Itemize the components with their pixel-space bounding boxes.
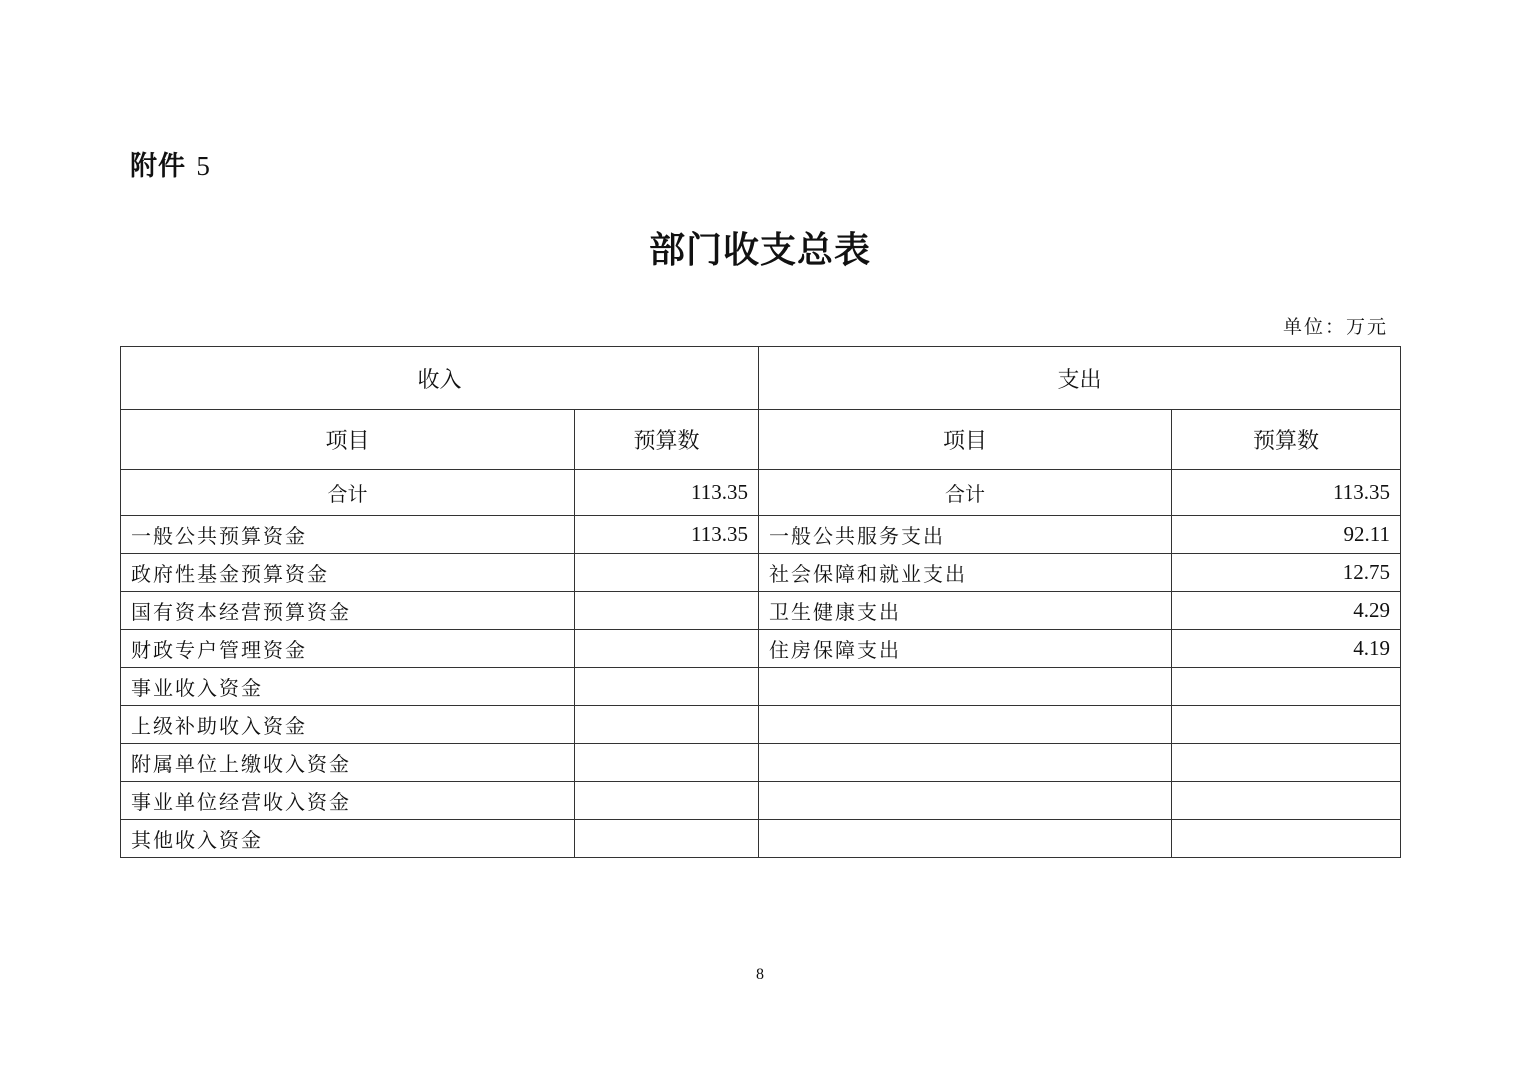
income-item-cell: 附属单位上缴收入资金: [121, 744, 575, 782]
page-title: 部门收支总表: [648, 229, 871, 271]
income-header: 收入: [121, 347, 759, 410]
expense-total-label: 合计: [759, 470, 1172, 516]
income-value-cell: [575, 592, 759, 630]
income-item-cell: 一般公共预算资金: [121, 516, 575, 554]
income-item-cell: 事业单位经营收入资金: [121, 782, 575, 820]
expense-item-cell: 一般公共服务支出: [759, 516, 1172, 554]
expense-header: 支出: [759, 347, 1401, 410]
expense-value-cell: [1172, 820, 1401, 858]
header-row-sections: [121, 347, 1401, 410]
page-number: 8: [756, 966, 764, 983]
income-value-cell: [575, 744, 759, 782]
income-value-cell: [575, 782, 759, 820]
income-item-cell: 国有资本经营预算资金: [121, 592, 575, 630]
table-row: [121, 668, 1401, 706]
expense-value-cell: 4.29: [1172, 592, 1401, 630]
total-row: [121, 470, 1401, 516]
income-item-header: 项目: [121, 410, 575, 470]
unit-label: 单位：万元: [1282, 316, 1388, 338]
header-row-columns: [121, 410, 1401, 470]
income-item-cell: 上级补助收入资金: [121, 706, 575, 744]
income-item-cell: 其他收入资金: [121, 820, 575, 858]
income-item-cell: 财政专户管理资金: [121, 630, 575, 668]
income-value-cell: [575, 554, 759, 592]
expense-item-cell: 住房保障支出: [759, 630, 1172, 668]
income-budget-header: 预算数: [575, 410, 759, 470]
income-value-cell: [575, 668, 759, 706]
expense-item-cell: 社会保障和就业支出: [759, 554, 1172, 592]
income-value-cell: 113.35: [575, 516, 759, 554]
table-row: [121, 782, 1401, 820]
attachment-label: [130, 144, 211, 183]
table-row: [121, 592, 1401, 630]
income-item-cell: 政府性基金预算资金: [121, 554, 575, 592]
income-item-cell: 事业收入资金: [121, 668, 575, 706]
attachment-number: 5: [196, 151, 211, 181]
expense-value-cell: [1172, 782, 1401, 820]
expense-item-cell: [759, 706, 1172, 744]
attachment-label-text: 附件: [130, 151, 186, 182]
income-value-cell: [575, 630, 759, 668]
expense-value-cell: [1172, 668, 1401, 706]
table-row: [121, 706, 1401, 744]
expense-value-cell: 4.19: [1172, 630, 1401, 668]
table-row: [121, 744, 1401, 782]
income-value-cell: [575, 820, 759, 858]
expense-item-header: 项目: [759, 410, 1172, 470]
table-row: [121, 516, 1401, 554]
table-row: [121, 820, 1401, 858]
table-row: [121, 554, 1401, 592]
table-row: [121, 630, 1401, 668]
expense-total-value: 113.35: [1172, 470, 1401, 516]
expense-value-cell: 92.11: [1172, 516, 1401, 554]
expense-value-cell: [1172, 706, 1401, 744]
expense-item-cell: [759, 744, 1172, 782]
expense-value-cell: [1172, 744, 1401, 782]
expense-item-cell: [759, 820, 1172, 858]
expense-item-cell: 卫生健康支出: [759, 592, 1172, 630]
budget-summary-table: [120, 346, 1401, 858]
expense-value-cell: 12.75: [1172, 554, 1401, 592]
expense-item-cell: [759, 668, 1172, 706]
expense-budget-header: 预算数: [1172, 410, 1401, 470]
income-total-value: 113.35: [575, 470, 759, 516]
expense-item-cell: [759, 782, 1172, 820]
income-value-cell: [575, 706, 759, 744]
income-total-label: 合计: [121, 470, 575, 516]
